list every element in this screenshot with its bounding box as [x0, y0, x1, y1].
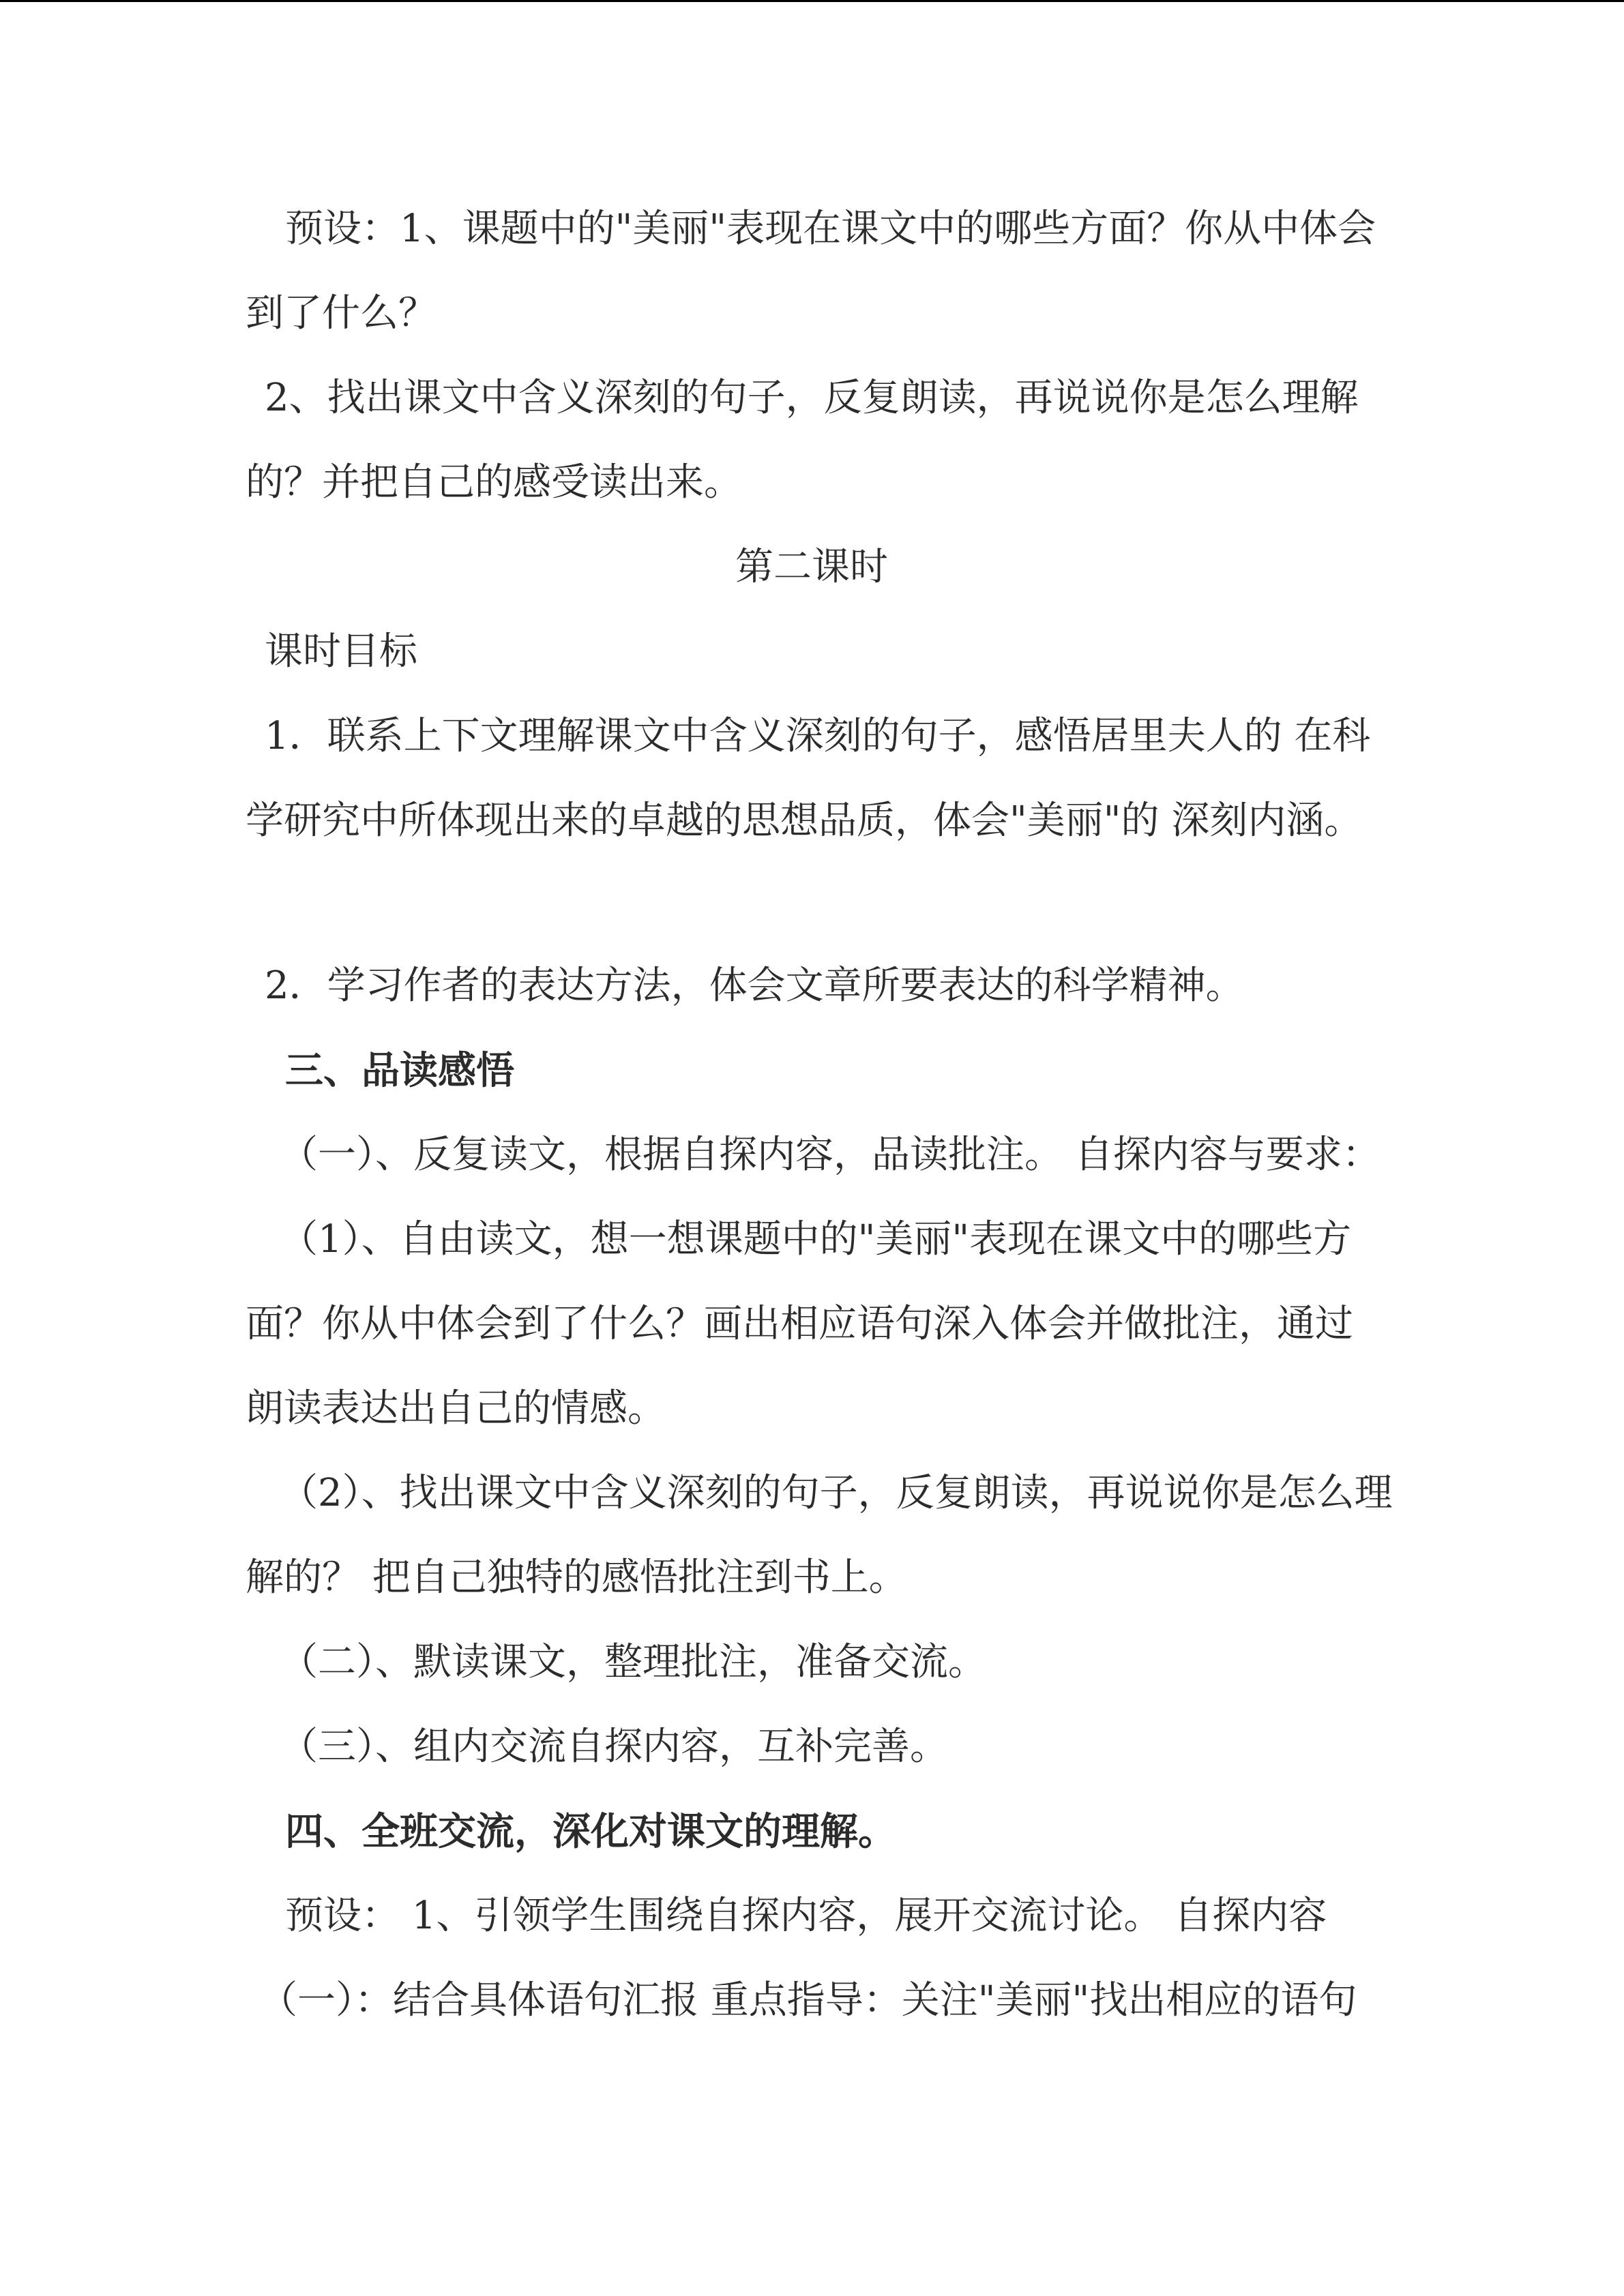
step-1-line: （一）、反复读文，根据自探内容，品读批注。 自探内容与要求： — [280, 1133, 1381, 1177]
objective-1-line-2: 学研究中所体现出来的卓越的思想品质，体会"美丽"的 深刻内涵。 — [246, 799, 1363, 843]
task-1-line-1: （1）、自由读文，想一想课题中的"美丽"表现在课文中的哪些方 — [280, 1217, 1352, 1262]
preset-discussion-line-2: （一）：结合具体语句汇报 重点指导：关注"美丽"找出相应的语句 — [259, 1978, 1357, 2023]
section-4-heading: 四、全班交流，深化对课文的理解。 — [285, 1809, 896, 1854]
task-1-line-2: 面？你从中体会到了什么？画出相应语句深入体会并做批注，通过 — [246, 1302, 1353, 1346]
step-2-line: （二）、默读课文，整理批注，准备交流。 — [280, 1640, 986, 1684]
objective-2: 2．学习作者的表达方法，体会文章所要表达的科学精神。 — [265, 964, 1244, 1008]
objective-1-line-1: 1．联系上下文理解课文中含义深刻的句子，感悟居里夫人的 在科 — [265, 714, 1371, 758]
preset-discussion-line-1: 预设： 1、引领学生围绕自探内容，展开交流讨论。 自探内容 — [285, 1894, 1327, 1938]
section-3-heading: 三、品读感悟 — [285, 1048, 514, 1093]
task-2-line-2: 解的？ 把自己独特的感悟批注到书上。 — [246, 1555, 907, 1600]
task-2-line-1: （2）、找出课文中含义深刻的句子，反复朗读，再说说你是怎么理 — [280, 1471, 1393, 1515]
preset-question-2-line-2: 的？并把自己的感受读出来。 — [246, 460, 742, 505]
preset-question-1-line-1: 预设：1、课题中的"美丽"表现在课文中的哪些方面？你从中体会 — [285, 207, 1376, 251]
top-border-line — [0, 0, 1624, 2]
preset-question-1-line-2: 到了什么？ — [246, 291, 437, 336]
task-1-line-3: 朗读表达出自己的情感。 — [246, 1386, 666, 1431]
step-3-line: （三）、组内交流自探内容，互补完善。 — [280, 1725, 948, 1769]
lesson-heading: 第二课时 — [735, 545, 888, 589]
lesson-objectives-heading: 课时目标 — [265, 629, 417, 674]
preset-question-2-line-1: 2、找出课文中含义深刻的句子，反复朗读，再说说你是怎么理解 — [265, 376, 1359, 420]
